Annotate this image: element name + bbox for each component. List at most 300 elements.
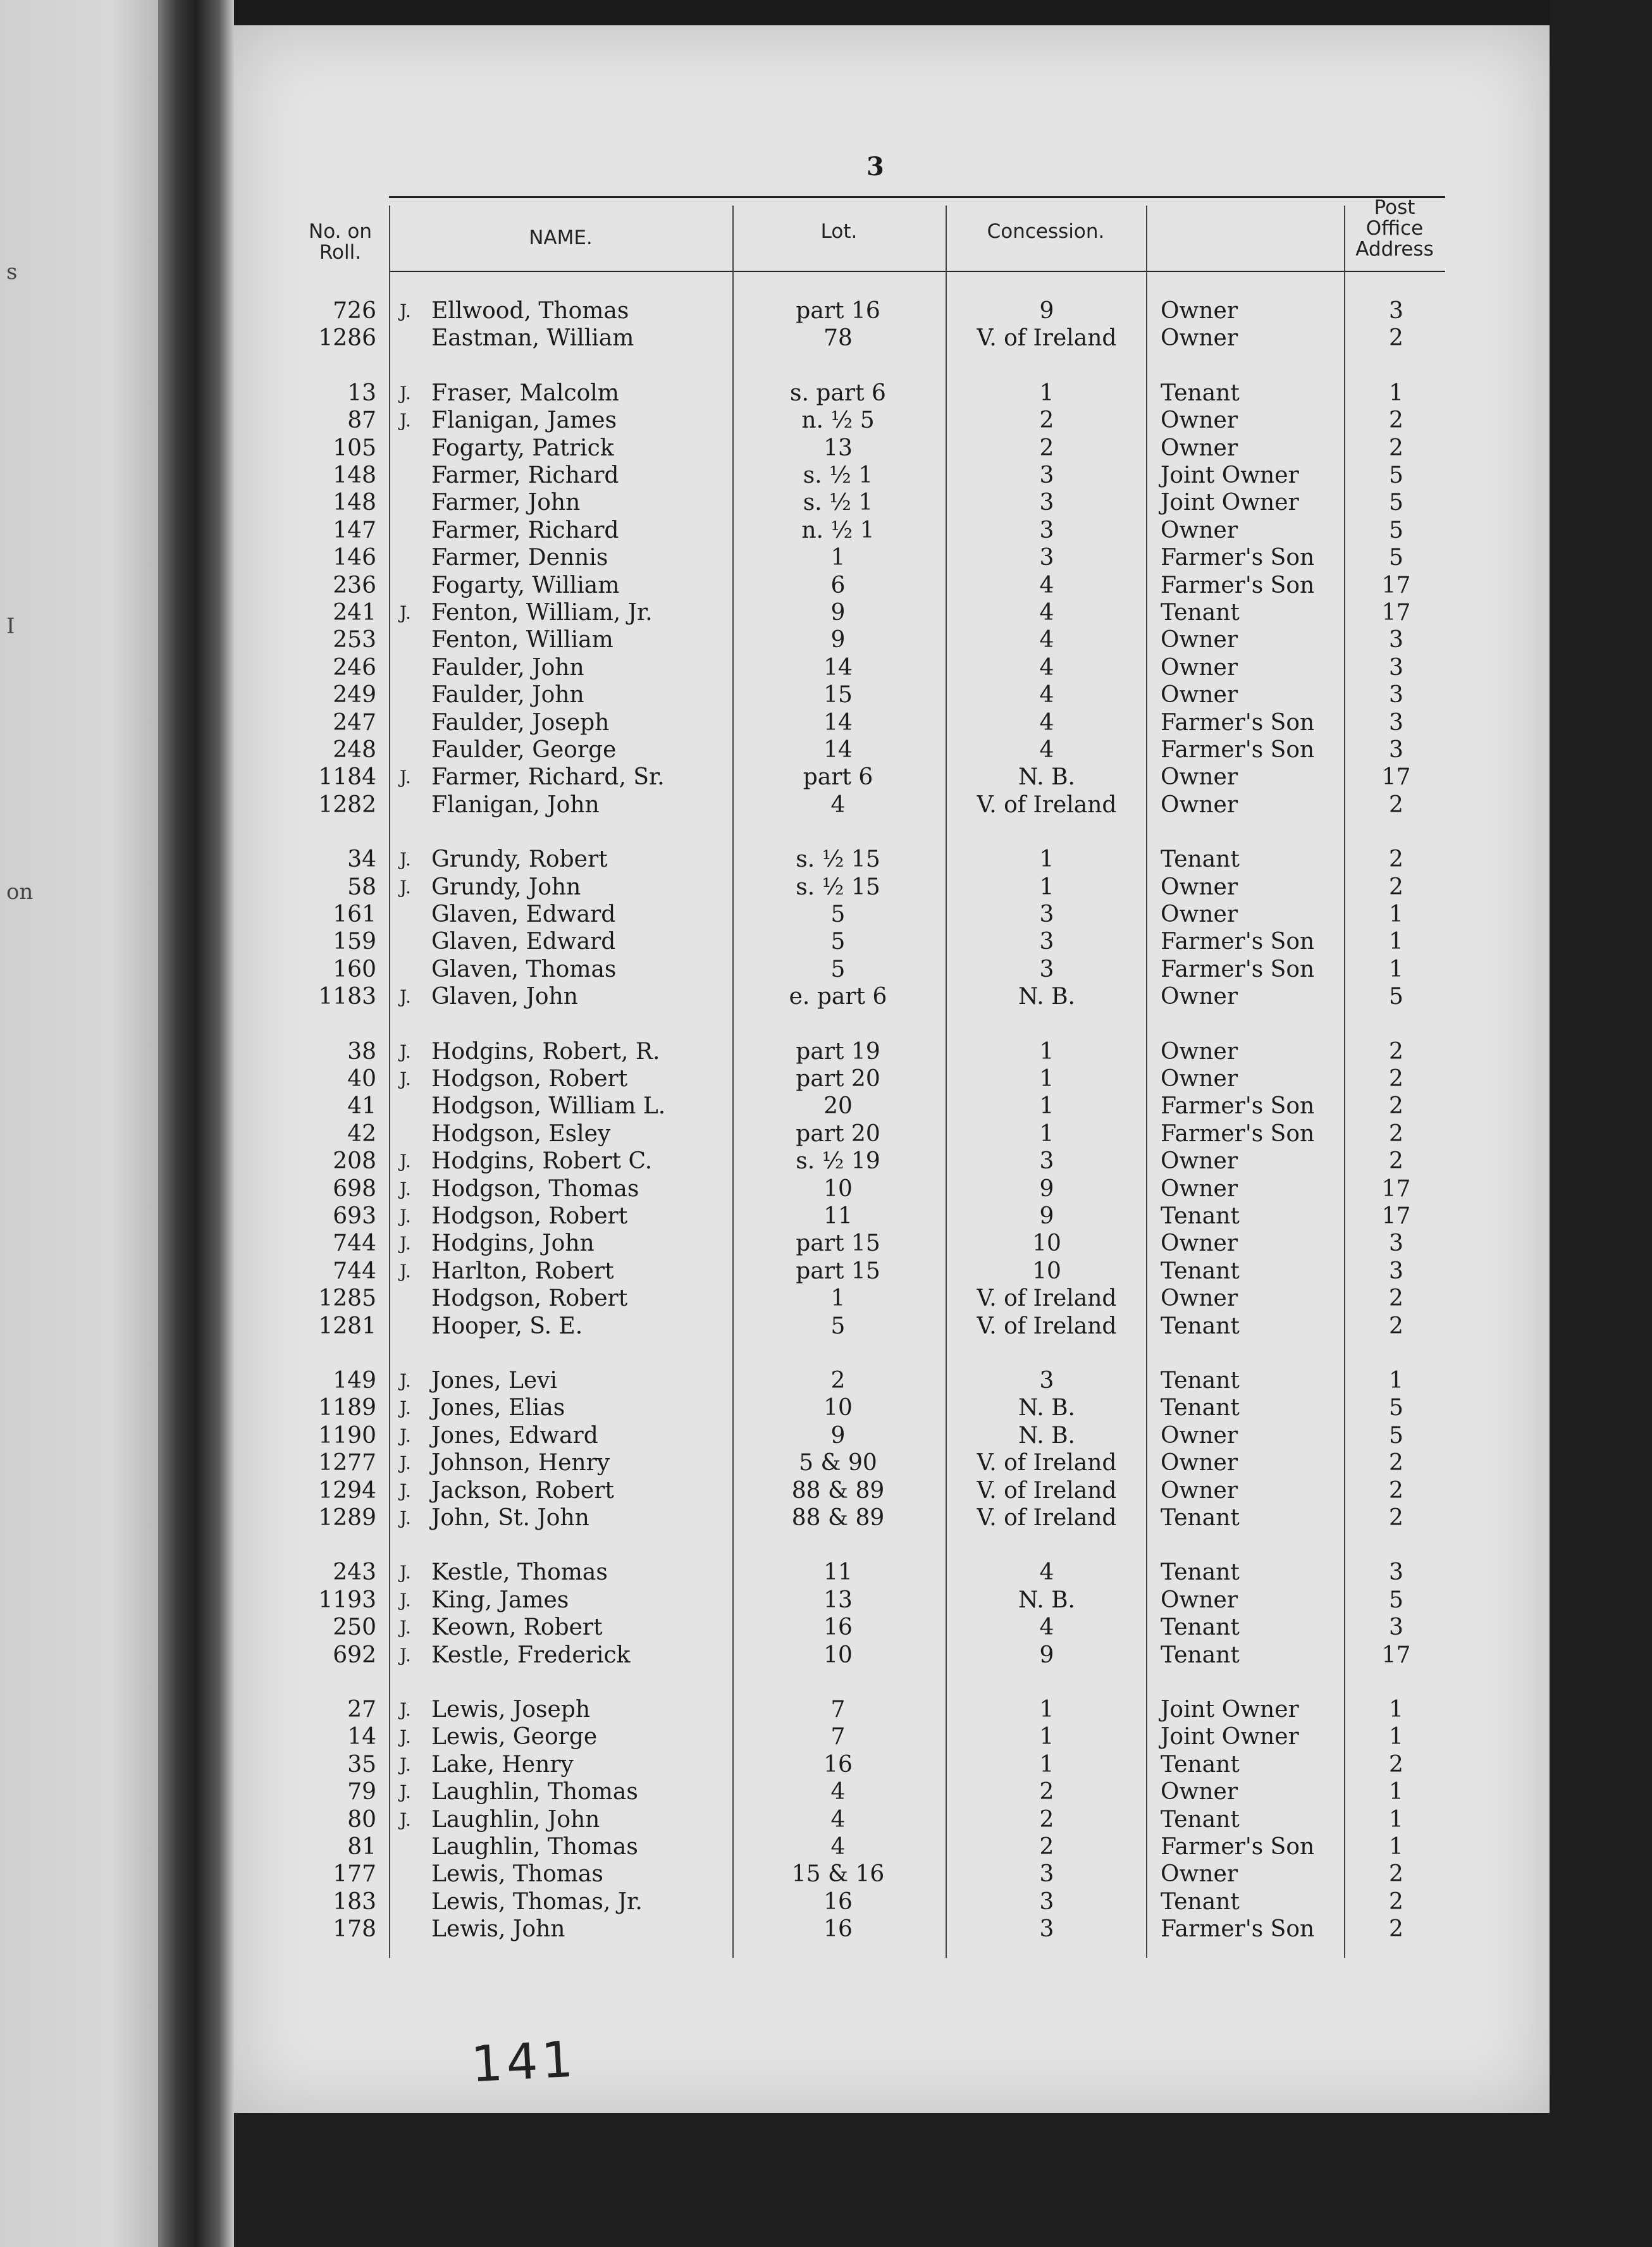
lot-value: part 6: [803, 764, 873, 790]
elector-name: Farmer, Richard, Sr.: [431, 764, 665, 790]
concession-value: 1: [1039, 1121, 1054, 1147]
concession-value: 3: [1039, 1861, 1054, 1887]
table-row: [0, 846, 1652, 874]
concession-value: 9: [1039, 1203, 1054, 1229]
concession-value: 1: [1039, 1039, 1054, 1065]
concession-value: V. of Ireland: [977, 1285, 1117, 1311]
occupancy-value: Tenant: [1161, 1642, 1240, 1668]
roll-number: 40: [347, 1066, 376, 1092]
occupancy-value: Owner: [1161, 298, 1238, 324]
occupancy-value: Farmer's Son: [1161, 1093, 1315, 1119]
concession-value: 4: [1039, 600, 1054, 626]
roll-number: 149: [333, 1368, 376, 1394]
post-office-value: 1: [1389, 1368, 1403, 1394]
roll-number: 1183: [318, 984, 376, 1010]
table-row: [0, 489, 1652, 517]
juror-mark: J.: [400, 1480, 411, 1501]
lot-value: 4: [830, 1834, 846, 1860]
lot-value: n. ½ 1: [801, 517, 875, 543]
concession-value: 1: [1039, 1724, 1054, 1750]
post-office-value: 5: [1389, 1395, 1403, 1421]
elector-name: Fogarty, William: [431, 573, 620, 598]
post-office-value: 3: [1389, 1258, 1403, 1284]
post-office-value: 17: [1381, 1176, 1411, 1202]
roll-number: 41: [347, 1093, 376, 1119]
elector-name: Fenton, William, Jr.: [431, 600, 653, 626]
post-office-value: 2: [1389, 1039, 1403, 1065]
post-office-value: 3: [1389, 627, 1403, 653]
occupancy-value: Farmer's Son: [1161, 737, 1315, 763]
roll-number: 1281: [318, 1313, 376, 1339]
page-number: 3: [866, 152, 884, 182]
post-office-value: 3: [1389, 1559, 1403, 1585]
lot-value: part 16: [796, 298, 880, 324]
roll-number: 183: [333, 1889, 376, 1915]
concession-value: 1: [1039, 380, 1054, 406]
lot-value: s. ½ 1: [803, 462, 873, 488]
concession-value: 1: [1039, 1066, 1054, 1092]
table-row: [0, 1916, 1652, 1943]
post-office-value: 1: [1389, 1697, 1403, 1723]
roll-number: 241: [333, 600, 376, 626]
post-office-value: 2: [1389, 1285, 1403, 1311]
juror-mark: J.: [400, 1261, 411, 1282]
elector-name: Grundy, Robert: [431, 846, 608, 872]
juror-mark: J.: [400, 1781, 411, 1802]
post-office-value: 17: [1381, 764, 1411, 790]
post-office-value: 2: [1389, 1313, 1403, 1339]
scan-border-bottom: [234, 2113, 1652, 2247]
concession-value: V. of Ireland: [977, 792, 1117, 818]
post-office-value: 3: [1389, 737, 1403, 763]
concession-value: N. B.: [1018, 1395, 1075, 1421]
elector-name: Grundy, John: [431, 874, 581, 900]
table-row: [0, 1230, 1652, 1258]
header-name: NAME.: [529, 226, 593, 249]
concession-value: 3: [1039, 901, 1054, 927]
elector-name: Kestle, Thomas: [431, 1559, 608, 1585]
occupancy-value: Tenant: [1161, 1505, 1240, 1531]
occupancy-value: Joint Owner: [1161, 1724, 1299, 1750]
lot-value: 13: [823, 435, 853, 461]
elector-name: Eastman, William: [431, 325, 634, 351]
roll-number: 1294: [318, 1478, 376, 1504]
juror-mark: J.: [400, 1726, 411, 1747]
occupancy-value: Joint Owner: [1161, 462, 1299, 488]
concession-value: 1: [1039, 1752, 1054, 1778]
elector-name: Jones, Levi: [431, 1368, 558, 1394]
roll-number: 744: [333, 1230, 376, 1256]
roll-number: 80: [347, 1807, 376, 1833]
occupancy-value: Farmer's Son: [1161, 573, 1315, 598]
occupancy-value: Joint Owner: [1161, 1697, 1299, 1723]
lot-value: 11: [823, 1203, 853, 1229]
elector-name: Lewis, George: [431, 1724, 598, 1750]
table-row: [0, 1751, 1652, 1779]
table-row: [0, 1806, 1652, 1834]
post-office-value: 2: [1389, 1121, 1403, 1147]
elector-name: King, James: [431, 1587, 569, 1613]
roll-number: 161: [333, 901, 376, 927]
elector-name: Hodgson, Esley: [431, 1121, 611, 1147]
table-row: [0, 1642, 1652, 1669]
juror-mark: J.: [400, 1452, 411, 1473]
table-row: [0, 1203, 1652, 1230]
elector-name: Hodgson, Robert: [431, 1285, 628, 1311]
post-office-value: 2: [1389, 407, 1403, 433]
concession-value: V. of Ireland: [977, 1505, 1117, 1531]
post-office-value: 2: [1389, 1861, 1403, 1887]
left-fragment: s: [6, 259, 18, 285]
lot-value: part 20: [796, 1121, 880, 1147]
post-office-value: 2: [1389, 1093, 1403, 1119]
lot-value: 88 & 89: [791, 1505, 885, 1531]
post-office-value: 1: [1389, 956, 1403, 982]
elector-name: Lewis, John: [431, 1916, 565, 1942]
post-office-value: 5: [1389, 462, 1403, 488]
elector-name: Hodgson, Robert: [431, 1066, 628, 1092]
occupancy-value: Farmer's Son: [1161, 929, 1315, 955]
post-office-value: 2: [1389, 874, 1403, 900]
occupancy-value: Owner: [1161, 1230, 1238, 1256]
occupancy-value: Tenant: [1161, 1313, 1240, 1339]
lot-value: 5: [830, 1313, 846, 1339]
juror-mark: J.: [400, 383, 411, 404]
post-office-value: 2: [1389, 1066, 1403, 1092]
lot-value: part 19: [796, 1039, 880, 1065]
header-concession: Concession.: [987, 220, 1105, 243]
juror-mark: J.: [400, 849, 411, 870]
roll-number: 34: [347, 846, 376, 872]
elector-name: Hodgson, Robert: [431, 1203, 628, 1229]
elector-name: Lewis, Thomas: [431, 1861, 603, 1887]
occupancy-value: Farmer's Son: [1161, 710, 1315, 736]
header-lot: Lot.: [820, 220, 858, 243]
lot-value: part 20: [796, 1066, 880, 1092]
post-office-value: 5: [1389, 1587, 1403, 1613]
roll-number: 148: [333, 490, 376, 516]
table-row: [0, 928, 1652, 956]
table-row: [0, 654, 1652, 682]
post-office-value: 1: [1389, 1834, 1403, 1860]
post-office-value: 17: [1381, 1203, 1411, 1229]
roll-number: 253: [333, 627, 376, 653]
juror-mark: J.: [400, 602, 411, 623]
roll-number: 105: [333, 435, 376, 461]
lot-value: 14: [823, 655, 853, 681]
table-row: [0, 1504, 1652, 1532]
roll-number: 160: [333, 956, 376, 982]
concession-value: 3: [1039, 490, 1054, 516]
header-top-rule: [389, 196, 1445, 198]
post-office-value: 5: [1389, 517, 1403, 543]
elector-name: Glaven, John: [431, 984, 578, 1010]
lot-value: 9: [830, 600, 846, 626]
juror-mark: J.: [400, 1370, 411, 1391]
elector-name: John, St. John: [431, 1505, 589, 1531]
occupancy-value: Owner: [1161, 984, 1238, 1010]
table-row: [0, 1888, 1652, 1916]
elector-name: Laughlin, Thomas: [431, 1834, 638, 1860]
table-row: [0, 1587, 1652, 1614]
roll-number: 1289: [318, 1505, 376, 1531]
lot-value: 78: [823, 325, 853, 351]
post-office-value: 2: [1389, 1752, 1403, 1778]
table-row: [0, 1038, 1652, 1066]
concession-value: 3: [1039, 956, 1054, 982]
table-row: [0, 1614, 1652, 1642]
occupancy-value: Owner: [1161, 682, 1238, 708]
table-row: [0, 1367, 1652, 1395]
concession-value: N. B.: [1018, 764, 1075, 790]
occupancy-value: Owner: [1161, 1450, 1238, 1476]
concession-value: 1: [1039, 1093, 1054, 1119]
juror-mark: J.: [400, 1809, 411, 1830]
roll-number: 178: [333, 1916, 376, 1942]
roll-number: 42: [347, 1121, 376, 1147]
roll-number: 1189: [318, 1395, 376, 1421]
roll-number: 159: [333, 929, 376, 955]
table-row: [0, 1065, 1652, 1093]
occupancy-value: Owner: [1161, 901, 1238, 927]
concession-value: 2: [1039, 435, 1054, 461]
juror-mark: J.: [400, 1699, 411, 1720]
table-row: [0, 626, 1652, 654]
elector-name: Farmer, Dennis: [431, 545, 608, 571]
concession-value: 4: [1039, 1614, 1054, 1640]
lot-value: 5: [830, 929, 846, 955]
lot-value: 6: [830, 573, 846, 598]
concession-value: V. of Ireland: [977, 1313, 1117, 1339]
post-office-value: 17: [1381, 600, 1411, 626]
roll-number: 13: [347, 380, 376, 406]
table-row: [0, 1477, 1652, 1505]
juror-mark: J.: [400, 1507, 411, 1528]
elector-name: Jackson, Robert: [431, 1478, 614, 1504]
occupancy-value: Owner: [1161, 435, 1238, 461]
lot-value: 7: [830, 1724, 846, 1750]
lot-value: 14: [823, 710, 853, 736]
table-row: [0, 517, 1652, 545]
concession-value: 4: [1039, 627, 1054, 653]
table-row: [0, 956, 1652, 984]
post-office-value: 17: [1381, 573, 1411, 598]
header-post-office: Post Office Address: [1355, 196, 1434, 261]
juror-mark: J.: [400, 1179, 411, 1199]
elector-name: Fenton, William: [431, 627, 613, 653]
occupancy-value: Owner: [1161, 407, 1238, 433]
post-office-value: 2: [1389, 1450, 1403, 1476]
post-office-value: 3: [1389, 1230, 1403, 1256]
lot-value: 1: [830, 1285, 846, 1311]
table-row: [0, 1449, 1652, 1477]
table-row: [0, 1285, 1652, 1313]
post-office-value: 3: [1389, 710, 1403, 736]
concession-value: 1: [1039, 1697, 1054, 1723]
table-row: [0, 1860, 1652, 1888]
occupancy-value: Farmer's Son: [1161, 956, 1315, 982]
concession-value: V. of Ireland: [977, 325, 1117, 351]
elector-name: Hodgins, Robert C.: [431, 1148, 653, 1174]
occupancy-value: Farmer's Son: [1161, 1916, 1315, 1942]
elector-name: Fogarty, Patrick: [431, 435, 614, 461]
lot-value: 4: [830, 792, 846, 818]
elector-name: Harlton, Robert: [431, 1258, 614, 1284]
elector-name: Hooper, S. E.: [431, 1313, 583, 1339]
concession-value: 4: [1039, 655, 1054, 681]
roll-number: 693: [333, 1203, 376, 1229]
table-row: [0, 1175, 1652, 1203]
concession-value: 1: [1039, 846, 1054, 872]
roll-number: 1286: [318, 325, 376, 351]
occupancy-value: Tenant: [1161, 1395, 1240, 1421]
roll-number: 14: [347, 1724, 376, 1750]
roll-number: 247: [333, 710, 376, 736]
post-office-value: 5: [1389, 490, 1403, 516]
elector-name: Laughlin, Thomas: [431, 1779, 638, 1805]
occupancy-value: Farmer's Son: [1161, 545, 1315, 571]
lot-value: part 15: [796, 1258, 880, 1284]
post-office-value: 2: [1389, 846, 1403, 872]
lot-value: 16: [823, 1614, 853, 1640]
occupancy-value: Joint Owner: [1161, 490, 1299, 516]
concession-value: N. B.: [1018, 1587, 1075, 1613]
juror-mark: J.: [400, 1397, 411, 1418]
roll-number: 243: [333, 1559, 376, 1585]
elector-name: Farmer, Richard: [431, 462, 619, 488]
juror-mark: J.: [400, 1151, 411, 1172]
occupancy-value: Owner: [1161, 517, 1238, 543]
lot-value: 9: [830, 1423, 846, 1449]
elector-name: Lake, Henry: [431, 1752, 574, 1778]
handwritten-folio-number: 141: [469, 2031, 579, 2094]
concession-value: 3: [1039, 545, 1054, 571]
post-office-value: 1: [1389, 901, 1403, 927]
roll-number: 1285: [318, 1285, 376, 1311]
concession-value: 2: [1039, 1834, 1054, 1860]
lot-value: s. part 6: [790, 380, 886, 406]
juror-mark: J.: [400, 767, 411, 788]
roll-number: 698: [333, 1176, 376, 1202]
lot-value: e. part 6: [789, 984, 887, 1010]
concession-value: 9: [1039, 1176, 1054, 1202]
occupancy-value: Tenant: [1161, 1368, 1240, 1394]
elector-name: Faulder, John: [431, 655, 584, 681]
table-row: [0, 1120, 1652, 1148]
roll-number: 177: [333, 1861, 376, 1887]
table-row: [0, 297, 1652, 325]
lot-value: 15 & 16: [791, 1861, 885, 1887]
occupancy-value: Tenant: [1161, 380, 1240, 406]
table-row: [0, 599, 1652, 627]
elector-name: Lewis, Thomas, Jr.: [431, 1889, 643, 1915]
concession-value: 2: [1039, 1807, 1054, 1833]
occupancy-value: Owner: [1161, 1039, 1238, 1065]
lot-value: 88 & 89: [791, 1478, 885, 1504]
concession-value: 10: [1032, 1230, 1061, 1256]
roll-number: 81: [347, 1834, 376, 1860]
roll-number: 1193: [318, 1587, 376, 1613]
occupancy-value: Tenant: [1161, 846, 1240, 872]
post-office-value: 1: [1389, 1807, 1403, 1833]
elector-name: Hodgson, William L.: [431, 1093, 666, 1119]
elector-name: Johnson, Henry: [431, 1450, 610, 1476]
occupancy-value: Tenant: [1161, 1559, 1240, 1585]
occupancy-value: Tenant: [1161, 1807, 1240, 1833]
post-office-value: 3: [1389, 655, 1403, 681]
concession-value: 3: [1039, 929, 1054, 955]
post-office-value: 2: [1389, 792, 1403, 818]
concession-value: 10: [1032, 1258, 1061, 1284]
post-office-value: 2: [1389, 1916, 1403, 1942]
lot-value: 15: [823, 682, 853, 708]
juror-mark: J.: [400, 986, 411, 1007]
lot-value: s. ½ 19: [796, 1148, 880, 1174]
post-office-value: 2: [1389, 1889, 1403, 1915]
post-office-value: 1: [1389, 1779, 1403, 1805]
table-row: [0, 1723, 1652, 1751]
post-office-value: 2: [1389, 325, 1403, 351]
occupancy-value: Owner: [1161, 874, 1238, 900]
occupancy-value: Owner: [1161, 1066, 1238, 1092]
left-fragment: on: [6, 879, 34, 905]
post-office-value: 2: [1389, 1148, 1403, 1174]
occupancy-value: Tenant: [1161, 1614, 1240, 1640]
lot-value: 7: [830, 1697, 846, 1723]
concession-value: 3: [1039, 1916, 1054, 1942]
concession-value: 4: [1039, 737, 1054, 763]
concession-value: 4: [1039, 682, 1054, 708]
roll-number: 236: [333, 573, 376, 598]
juror-mark: J.: [400, 877, 411, 898]
elector-name: Kestle, Frederick: [431, 1642, 631, 1668]
occupancy-value: Farmer's Son: [1161, 1834, 1315, 1860]
juror-mark: J.: [400, 1425, 411, 1446]
roll-number: 1184: [318, 764, 376, 790]
lot-value: 16: [823, 1916, 853, 1942]
post-office-value: 5: [1389, 984, 1403, 1010]
elector-name: Hodgson, Thomas: [431, 1176, 639, 1202]
lot-value: 5: [830, 901, 846, 927]
table-row: [0, 1394, 1652, 1422]
roll-number: 148: [333, 462, 376, 488]
table-row: [0, 572, 1652, 600]
roll-number: 692: [333, 1642, 376, 1668]
lot-value: 14: [823, 737, 853, 763]
concession-value: 9: [1039, 1642, 1054, 1668]
lot-value: part 15: [796, 1230, 880, 1256]
lot-value: 5: [830, 956, 846, 982]
concession-value: 3: [1039, 1889, 1054, 1915]
occupancy-value: Farmer's Son: [1161, 1121, 1315, 1147]
roll-number: 146: [333, 545, 376, 571]
roll-number: 249: [333, 682, 376, 708]
table-row: [0, 764, 1652, 791]
occupancy-value: Owner: [1161, 1779, 1238, 1805]
post-office-value: 5: [1389, 1423, 1403, 1449]
roll-number: 27: [347, 1697, 376, 1723]
table-row: [0, 791, 1652, 819]
elector-name: Flanigan, John: [431, 792, 600, 818]
elector-name: Glaven, Edward: [431, 929, 616, 955]
post-office-value: 17: [1381, 1642, 1411, 1668]
elector-name: Keown, Robert: [431, 1614, 603, 1640]
occupancy-value: Tenant: [1161, 600, 1240, 626]
occupancy-value: Owner: [1161, 1285, 1238, 1311]
occupancy-value: Owner: [1161, 1478, 1238, 1504]
elector-name: Farmer, John: [431, 490, 581, 516]
occupancy-value: Owner: [1161, 1587, 1238, 1613]
